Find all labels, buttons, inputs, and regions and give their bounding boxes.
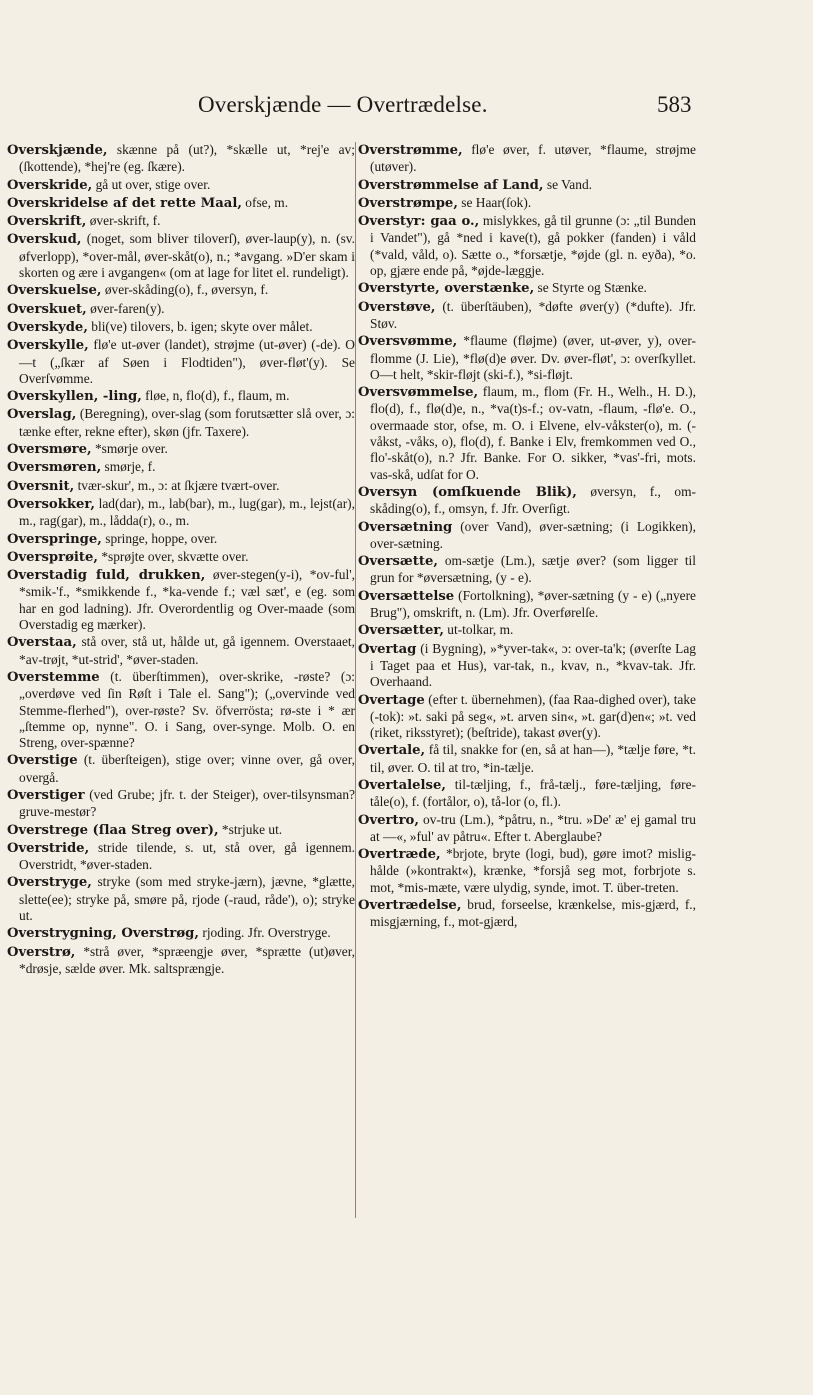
dictionary-entry xyxy=(7,478,355,495)
dictionary-entry xyxy=(7,319,355,336)
entry-definition: (t. überſtimmen), over-skrike, -røste? (ɔ: „overdøve ved ſin Røſt i Tale el. Sang"); („overvinde ved Stemme-flerhed"), over-røste? Sv. öfverrösta; rø-ste i * ær „ſtemme op, nynne". O. i Sang, over-synge. Molb. O. en Streng, over-spænne? xyxy=(19,668,355,751)
entry-definition: smørje, f. xyxy=(104,459,156,475)
dictionary-entry xyxy=(358,846,696,896)
dictionary-entry xyxy=(7,388,355,405)
entry-definition: øversyn, f., om-skåding(o), f., omsyn, f. Jfr. Overſigt. xyxy=(370,483,696,517)
entry-headword: Overtage xyxy=(358,692,425,708)
entry-definition: bli(ve) tilovers, b. igen; skyte over målet. xyxy=(91,318,313,334)
entry-definition: *strjuke ut. xyxy=(221,821,283,837)
entry-definition: ut-tolkar, m. xyxy=(447,622,514,638)
dictionary-entry xyxy=(7,669,355,751)
entry-definition: mislykkes, gå til grunne (ɔ: „til Bunden i Vandet"), gå *ned i kave(t), gå pokker (fanden) i våld (*vald, våld, o). Sætte o., *forsætje, *øjde (gl. n. eyða), *o. op, gjære ende på, *øjde-læggje. xyxy=(370,213,696,279)
entry-definition: flaum, m., flom (Fr. H., Welh., H. D.), flo(d), f., flø(d)e, n., *va(t)s-f.; ov-vatn, -flaum, -flø'e. O., overmaade stor, ofse, m. O. i Elvene, elv-våkster(o), m. (-våkst, -våks, o), flo(d), f. Banke i Elv, fremkommen ved O., flo'-skåt(o), n.? Jfr. Banke. For O. sikker, *vas'-fri, mots. vas-skå, udſat for O. xyxy=(370,384,696,482)
entry-headword: Oversætte, xyxy=(358,554,438,570)
dictionary-entry xyxy=(7,822,355,839)
entry-headword: Overskuelse, xyxy=(7,283,102,299)
entry-definition: rjoding. Jfr. Overstryge. xyxy=(202,925,331,941)
entry-headword: Oversvømmelse, xyxy=(358,385,479,401)
dictionary-entry xyxy=(358,142,696,176)
entry-headword: Oversnit, xyxy=(7,478,75,494)
entry-definition: (Beregning), over-slag (som forutsætter slå over, ɔ: tænke efter, rekne efter), skøn (jfr. Taxere). xyxy=(19,406,356,439)
dictionary-entry xyxy=(7,441,355,458)
dictionary-entry xyxy=(7,406,355,440)
entry-definition: øver-skrift, f. xyxy=(89,213,161,229)
entry-definition: om-sætje (Lm.), sætje øver? (som ligger til grun for *øversætning, (y - e). xyxy=(370,553,696,586)
dictionary-entry xyxy=(7,549,355,566)
dictionary-entry xyxy=(358,213,696,279)
entry-definition: gå ut over, stige over. xyxy=(95,176,211,192)
entry-headword: Overstyrte, overstænke, xyxy=(358,281,535,297)
right-column xyxy=(358,142,696,932)
entry-definition: se Haar(ſok). xyxy=(461,194,532,210)
entry-headword: Oversokker, xyxy=(7,496,95,512)
page-header xyxy=(0,92,813,124)
entry-headword: Overslag, xyxy=(7,407,77,423)
entry-headword: Oversmøre, xyxy=(7,442,92,458)
entry-headword: Overstaa, xyxy=(7,635,77,651)
entry-headword: Overskyllen, -ling, xyxy=(7,389,142,405)
entry-definition: stryke (som med stryke-jærn), jævne, *glætte, slette(ee); stryke på, smøre på, rjode (-raud, råde'), o); stryke ut. xyxy=(19,874,355,924)
entry-headword: Overskridelse af det rette Maal, xyxy=(7,195,242,211)
entry-definition: fløe, n, flo(d), f., flaum, m. xyxy=(145,388,290,404)
entry-definition: (Fortolkning), *øver-sætning (y - e) („nyere Brug"), omskrift, n. (Lm). Jfr. Overførelſe. xyxy=(370,587,696,621)
entry-headword: Overtale, xyxy=(358,743,426,759)
entry-definition: stå over, stå ut, hålde ut, gå igennem. Overstaaet, *av-trøjt, *ut-strid', *øver-staden. xyxy=(19,634,355,667)
entry-definition: *brjote, bryte (logi, bud), gøre imot? mislig-hålde (»kontrakt«), krænke, *forsjå seg mot, forbrjote s. mot, *mis-mæte, være ulydig, synde, imot. T. über-treten. xyxy=(370,846,696,895)
entry-headword: Overskride, xyxy=(7,177,93,193)
dictionary-entry xyxy=(358,812,696,846)
entry-headword: Oversyn (omſkuende Blik), xyxy=(358,484,577,500)
entry-headword: Oversætter, xyxy=(358,623,444,639)
entry-definition: se Vand. xyxy=(546,176,592,192)
dictionary-entry xyxy=(358,333,696,383)
entry-definition: stride tilende, s. ut, stå over, gå igennem. Overstridt, *øver-staden. xyxy=(19,839,355,873)
entry-headword: Overtag xyxy=(358,641,417,657)
entry-definition: få til, snakke for (en, så at han—), *tælje føre, *t. til, øver. O. til at tro, *in-tælje. xyxy=(370,742,696,775)
entry-definition: ov-tru (Lm.), *påtru, n., *tru. »De' æ' ej gamal tru at —«, »ful' av påtru«. Efter t. Aberglaube? xyxy=(370,811,697,844)
entry-definition: (noget, som bliver tiloverſ), øver-laup(y), n. (sv. øfverlopp), *over-mål, øver-skåt(o), n.; *avgang. »D'er skam i skorten og ære i avgangen« (om at lage for litet el. rundeligt). xyxy=(19,231,355,281)
entry-headword: Overstride, xyxy=(7,840,90,856)
entry-definition: (i Bygning), »*yver-tak«, ɔ: over-ta'k; (øverſte Lag i Taget paa et Hus), var-tak, n., kvav, n., *kvav-tak. Jfr. Overhaand. xyxy=(370,640,696,690)
entry-definition: øver-stegen(y-i), *ov-ful', *smik-'f., *smikkende f., *ka-vende f.; væl sæt', e (eg. som har en god ladning). Jfr. Overordentlig og Over-maade (som Overstadig eg mærker). xyxy=(19,567,355,633)
dictionary-entry xyxy=(358,177,696,194)
dictionary-entry xyxy=(358,742,696,776)
entry-definition: springe, hoppe, over. xyxy=(105,530,218,546)
entry-headword: Overskjænde, xyxy=(7,143,108,158)
entry-headword: Overstrø, xyxy=(7,944,76,960)
entry-definition: (t. überſtäuben), *døfte øver(y) (*dufte). Jfr. Støv. xyxy=(370,298,697,331)
entry-headword: Overtrædelse, xyxy=(358,898,462,914)
entry-headword: Overtræde, xyxy=(358,847,441,863)
entry-headword: Overstrømmelse af Land, xyxy=(358,177,544,193)
entry-headword: Overtro, xyxy=(358,812,419,828)
entry-headword: Overstemme xyxy=(7,669,100,685)
entry-headword: Overstøve, xyxy=(358,299,436,315)
dictionary-entry xyxy=(7,337,355,387)
entry-headword: Oversmøren, xyxy=(7,460,102,476)
dictionary-entry xyxy=(7,231,355,281)
entry-headword: Overstrygning, Overstrøg, xyxy=(7,926,199,942)
dictionary-entry xyxy=(7,840,355,874)
dictionary-entry xyxy=(358,519,696,553)
dictionary-entry xyxy=(358,484,696,518)
entry-headword: Overstiger xyxy=(7,787,85,803)
dictionary-entry xyxy=(358,588,696,622)
entry-definition: (ved Grube; jfr. t. der Steiger), over-tilsynsman? gruve-mestør? xyxy=(19,786,355,820)
entry-headword: Overskud, xyxy=(7,232,82,248)
entry-headword: Oversættelse xyxy=(358,588,455,604)
dictionary-entry xyxy=(7,531,355,548)
entry-headword: Oversvømme, xyxy=(358,334,458,350)
entry-definition: *flaume (fløjme) (øver, ut-øver, y), over-flomme (J. Lie), *flø(d)e øver. Dv. øver-fløt', ɔ: overſkyllet. O—t helt, *skir-fløjt (ski-f.), *si-fløjt. xyxy=(370,333,696,382)
entry-definition: skænne på (ut?), *skælle ut, *rej'e av; (ſkottende), *hej're (eg. ſkære). xyxy=(19,142,355,175)
dictionary-entry xyxy=(358,384,696,483)
dictionary-entry xyxy=(358,777,696,811)
entry-headword: Overtalelse, xyxy=(358,777,446,793)
entry-definition: flø'e øver, f. utøver, *flaume, strøjme (utøver). xyxy=(370,142,696,175)
dictionary-entry xyxy=(7,925,355,942)
dictionary-entry xyxy=(7,459,355,476)
dictionary-entry xyxy=(7,496,355,530)
column-divider xyxy=(355,142,356,1218)
entry-definition: tvær-skur', m., ɔ: at ſkjære tvært-over. xyxy=(77,477,280,493)
entry-headword: Overstige xyxy=(7,753,78,769)
dictionary-entry xyxy=(7,142,355,176)
entry-definition: øver-faren(y). xyxy=(90,300,165,316)
entry-definition: ofse, m. xyxy=(245,194,289,210)
entry-definition: *strå øver, *spræengje øver, *sprætte (ut)øver, *drøsje, sælde øver. Mk. saltsprængje. xyxy=(19,943,355,976)
entry-definition: (t. überſteigen), stige over; vinne over, gå over, overgå. xyxy=(19,752,355,785)
entry-definition: lad(dar), m., lab(bar), m., lug(gar), m., lejst(ar), m., rag(gar), m., lådda(r), o., m. xyxy=(19,495,355,529)
dictionary-entry xyxy=(7,634,355,668)
entry-headword: Oversætning xyxy=(358,519,453,535)
entry-definition: brud, forseelse, krænkelse, mis-gjærd, f., misgjærning, f., mot-gjærd, xyxy=(370,897,696,930)
entry-definition: flø'e ut-øver (landet), strøjme (ut-øver) (-de). O—t („ſkær af Søen i Flodtiden"), øver-fløt'(y). Se Overſvømme. xyxy=(19,337,355,386)
entry-definition: se Styrte og Stænke. xyxy=(537,280,647,296)
entry-headword: Overskrift, xyxy=(7,214,87,230)
dictionary-entry xyxy=(7,567,355,633)
entry-headword: Overstrømpe, xyxy=(358,195,458,211)
entry-headword: Overstrømme, xyxy=(358,143,463,158)
dictionary-entry xyxy=(358,692,696,742)
dictionary-entry xyxy=(7,213,355,230)
dictionary-entry xyxy=(358,280,696,297)
entry-headword: Overstyr: gaa o., xyxy=(358,214,480,230)
dictionary-entry xyxy=(7,282,355,299)
entry-headword: Overstrege (ſlaa Streg over), xyxy=(7,822,219,838)
dictionary-entry xyxy=(358,622,696,639)
entry-headword: Overstryge, xyxy=(7,875,92,891)
dictionary-entry xyxy=(7,944,355,978)
dictionary-entry xyxy=(7,874,355,924)
dictionary-entry xyxy=(358,641,696,691)
entry-definition: øver-skåding(o), f., øversyn, f. xyxy=(104,282,269,298)
entry-definition: *smørje over. xyxy=(94,441,168,457)
entry-headword: Overskyde, xyxy=(7,319,88,335)
entry-definition: (efter t. übernehmen), (faa Raa-dighed over), take (-tok): »t. saki på seg«, »t. arven sin«, »t. gar(d)en«; »t. ved (riket, riksstyret); (beſtride), takast øver(y). xyxy=(370,691,696,741)
entry-headword: Overskuet, xyxy=(7,301,87,317)
page-title: Overskjænde — Overtrædelse. xyxy=(198,92,488,117)
entry-definition: (over Vand), øver-sætning; (i Logikken), over-sætning. xyxy=(370,518,696,551)
entry-headword: Overstadig fuld, drukken, xyxy=(7,568,206,584)
entry-headword: Oversprøite, xyxy=(7,549,98,565)
entry-definition: *sprøjte over, skvætte over. xyxy=(101,548,249,564)
dictionary-entry xyxy=(358,897,696,931)
page-number: 583 xyxy=(657,92,692,117)
dictionary-entry xyxy=(7,301,355,318)
dictionary-entry xyxy=(358,299,696,333)
left-column xyxy=(7,142,355,978)
dictionary-entry xyxy=(7,752,355,786)
dictionary-entry xyxy=(358,195,696,212)
entry-headword: Overskylle, xyxy=(7,338,89,354)
dictionary-entry xyxy=(7,195,355,212)
entry-definition: til-tæljing, f., frå-tælj., føre-tæljing, føre-tåle(o), f. (fortålor, o), tå-lor (o, fl.). xyxy=(370,776,696,810)
dictionary-entry xyxy=(358,553,696,587)
entry-headword: Overspringe, xyxy=(7,531,102,547)
dictionary-entry xyxy=(7,787,355,821)
dictionary-entry xyxy=(7,177,355,194)
